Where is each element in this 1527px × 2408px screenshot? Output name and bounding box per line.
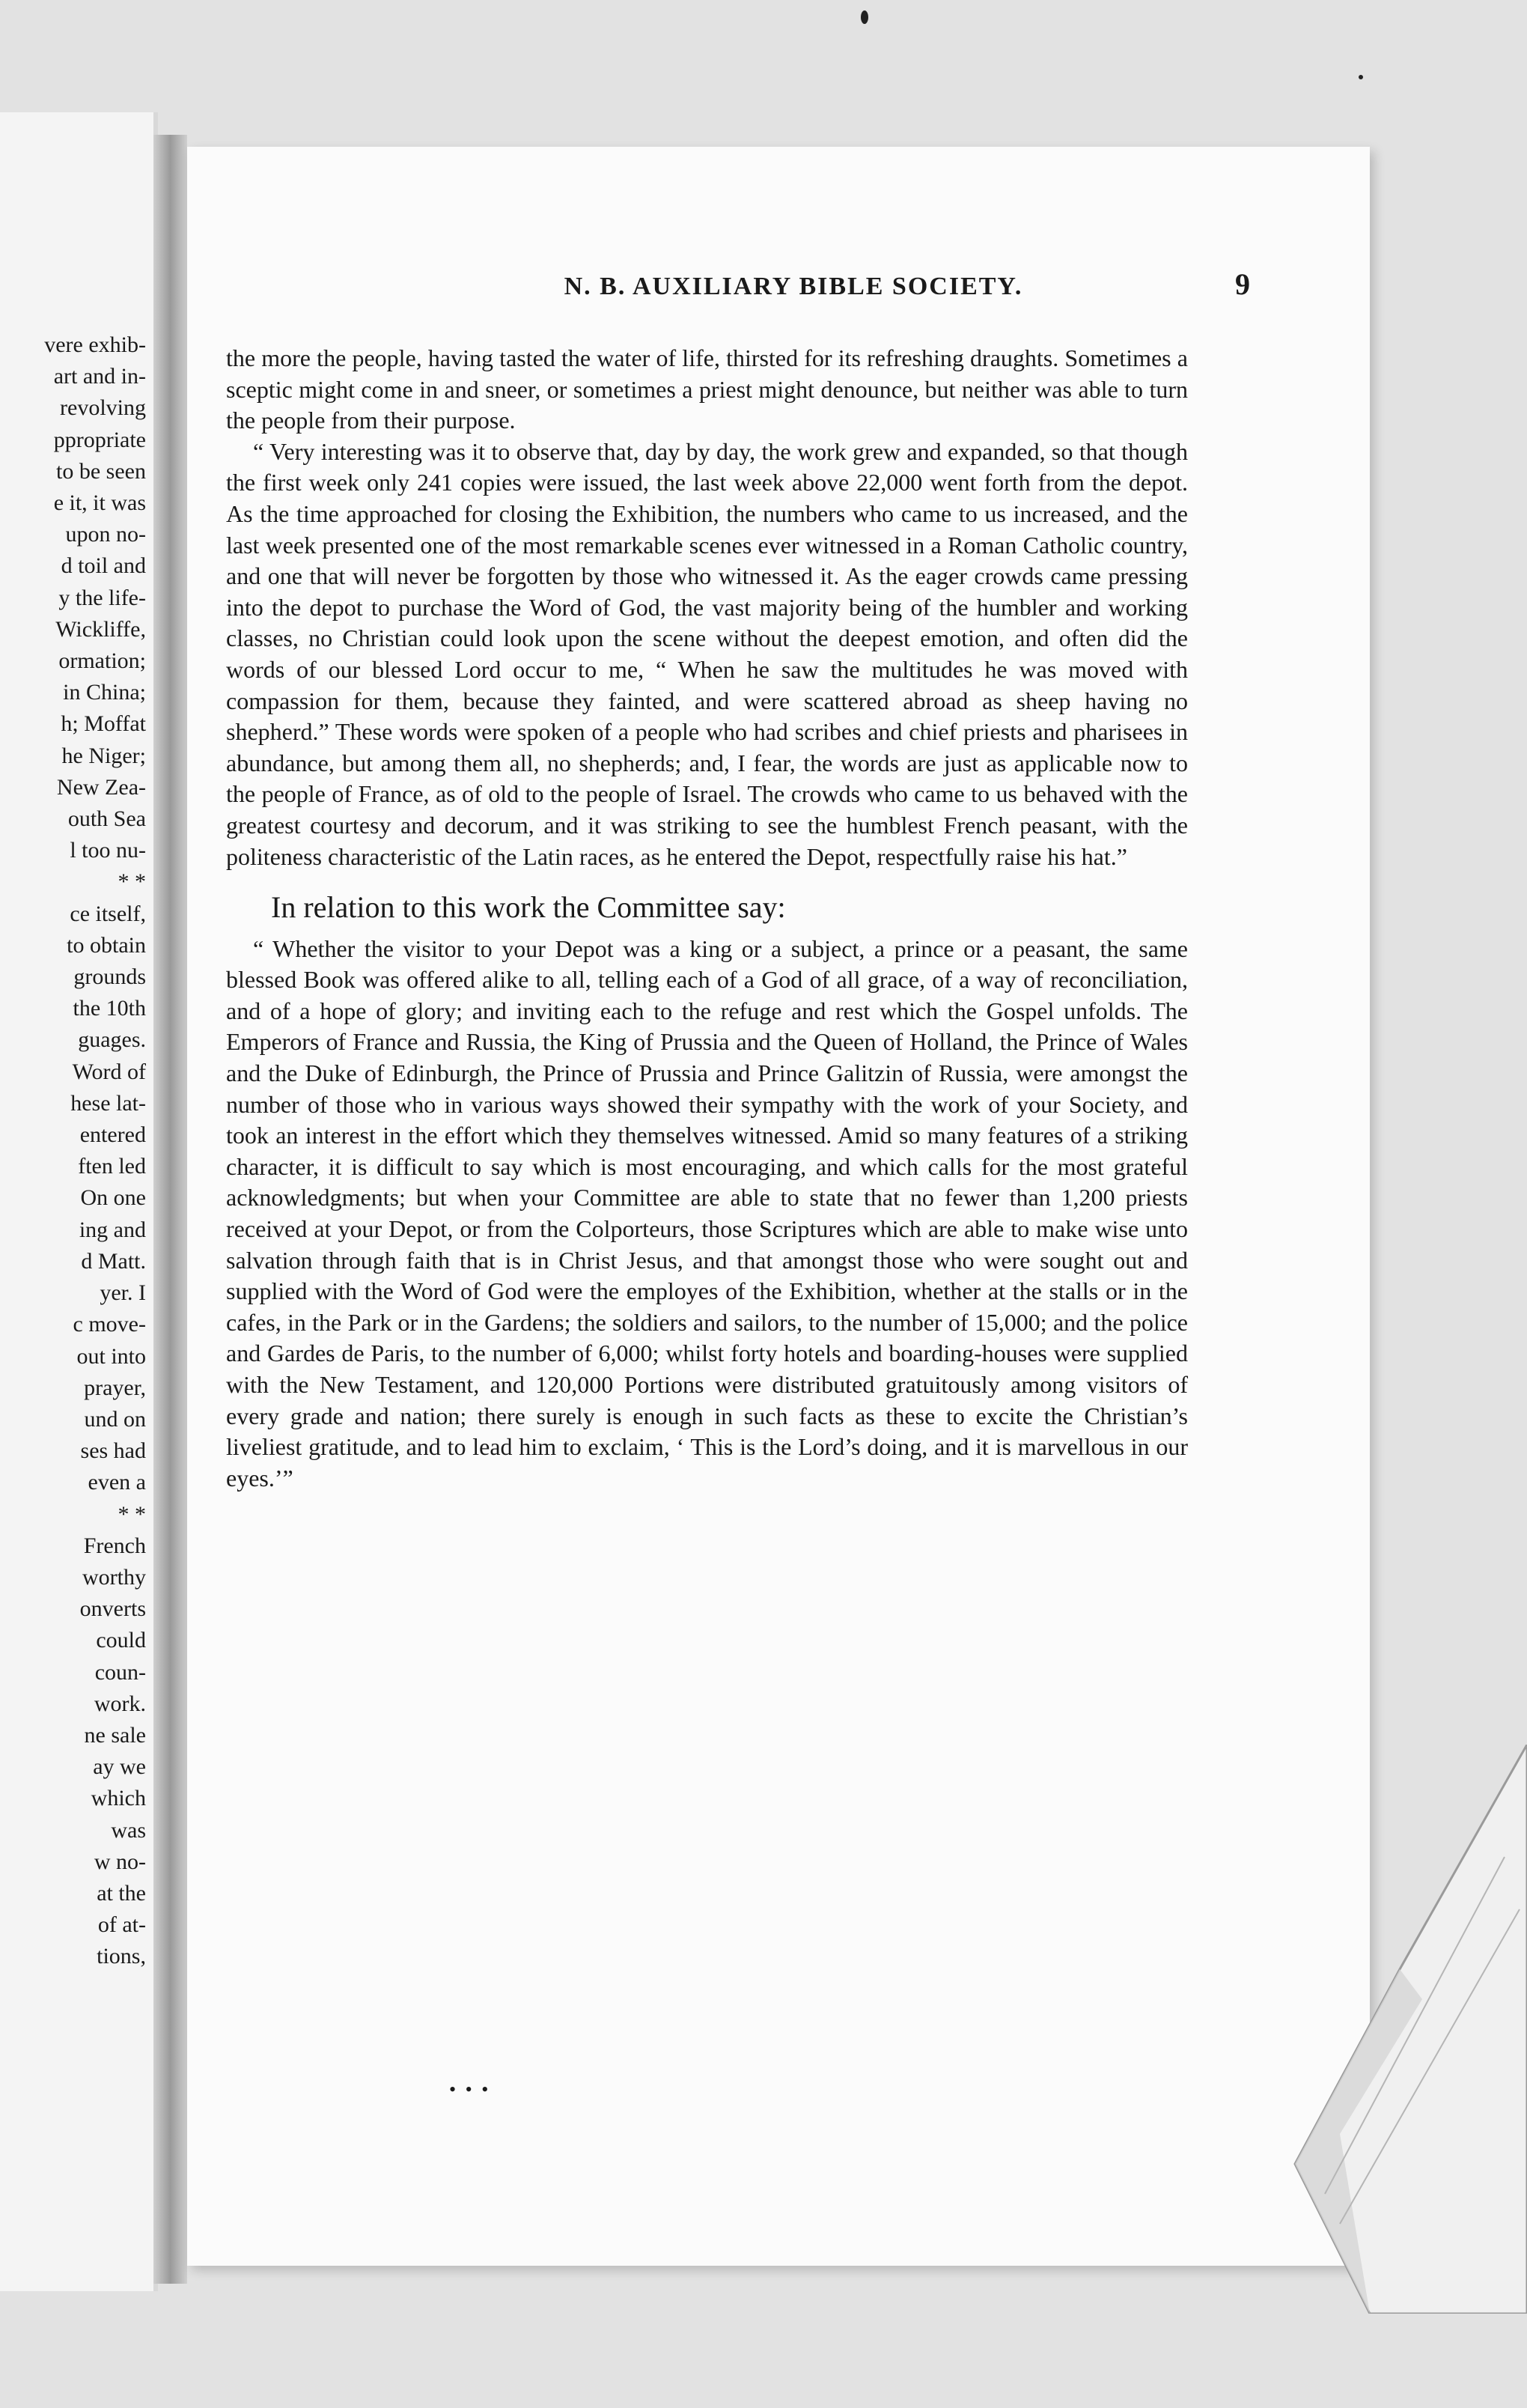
previous-page-line: yer. I (100, 1280, 146, 1306)
previous-page-line: ses had (80, 1438, 146, 1464)
paragraph-committee-statement: “ Whether the visitor to your Depot was a king or a subject, a prince or a peasant, the same blessed Book was offered alike to all, telling each of a God of all grace, of a way of reconciliation, and of a hope of glory; and inviting each to the refuge and rest which the Gospel unfolds. The Emperors of France and Russia, the King of Prussia and the Queen of Holland, the Prince of Wales and the Duke of Edinburgh, the Prince of Prussia and Prince Galitzin of Russia, were amongst the number of those who in various ways showed their sympathy with the work of your Society, and took an interest in the effort which they themselves witnessed. Amid so many features of a striking character, it is difficult to say which is most encouraging, and which calls for the most grateful acknowledgments; but when your Committee are able to state that no fewer than 1,200 priests received at your Depot, or from the Colporteurs, those Scriptures which are able to make wise unto salvation through faith that is in Christ Jesus, and that amongst those who were sought out and supplied with the Word of God were the employes of the Exhibition, whether at the stalls or in the cafes, in the Park or in the Gardens; the soldiers and sailors, to the number of 15,000; and the police and Gardes de Paris, to the number of 6,000; whilst forty hotels and boarding-houses were supplied with the New Testament, and 120,000 Portions were distributed gratuitously among visitors of every grade and nation; there surely is enough in such facts as these to excite the Christian’s liveliest gratitude, and to lead him to exclaim, ‘ This is the Lord’s doing, and it is marvellous in our eyes.’” (226, 934, 1188, 1492)
previous-page-line: coun- (94, 1659, 146, 1685)
previous-page-line: the 10th (73, 996, 146, 1021)
book-gutter (153, 135, 187, 2284)
previous-page-line: in China; (63, 680, 146, 705)
previous-page-line: to be seen (56, 458, 146, 484)
previous-page-line: he Niger; (61, 743, 146, 768)
previous-page-line: revolving (60, 395, 146, 421)
previous-page-line: guages. (78, 1027, 146, 1053)
folded-corner-shape (1280, 1745, 1527, 2314)
previous-page-line: worthy (82, 1564, 146, 1590)
previous-page-line: tions, (97, 1944, 146, 1969)
previous-page-line: Word of (72, 1059, 146, 1084)
previous-page-line: ften led (78, 1154, 146, 1179)
previous-page-line: entered (79, 1122, 146, 1148)
previous-page-line: vere exhib- (44, 332, 146, 357)
paragraph-continuation: the more the people, having tasted the water of life, thirsted for its refreshing draughts. Sometimes a sceptic might come in and sneer, or sometimes a priest might denounce, but neither was able to turn the people from their purpose. (226, 344, 1188, 434)
page-number: 9 (1235, 267, 1250, 301)
previous-page-text (0, 329, 146, 1973)
previous-page-line: out into (76, 1343, 146, 1369)
previous-page-line: hese lat- (70, 1090, 146, 1116)
previous-page-line: Wickliffe, (55, 616, 146, 642)
scan-speck (1359, 75, 1363, 79)
running-head: N. B. AUXILIARY BIBLE SOCIETY. (564, 273, 1023, 300)
previous-page-line: work. (94, 1691, 146, 1716)
previous-page-line: ce itself, (70, 901, 146, 926)
previous-page-line: outh Sea (67, 806, 146, 832)
previous-page-line: d toil and (61, 553, 146, 579)
previous-page-line: * * (118, 1501, 146, 1527)
previous-page-line: prayer, (84, 1375, 146, 1400)
previous-page-line: On one (80, 1185, 146, 1211)
paragraph-quotation-report: “ Very interesting was it to observe that, day by day, the work grew and expanded, so that though the first week only 241 copies were issued, the last week above 22,000 went forth from the depot. As the time approached for closing the Exhibition, the numbers who came to us increased, and the last week presented one of the most remarkable scenes ever witnessed in a Roman Catholic country, and one that will never be forgotten by those who witnessed it. As the eager crowds came pressing into the depot to purchase the Word of God, the vast majority being of the humbler and working classes, no Christian could look upon the scene without the deepest emotion, and often did the words of our blessed Lord occur to me, “ When he saw the multitudes he was moved with compassion for them, because they fainted, and were scattered abroad as sheep having no shepherd.” These words were spoken of a people who had scribes and chief priests and pharisees in abundance, but among them all, no shepherds; and, I fear, the words are just as applicable now to the people of France, as of old to the people of Israel. The crowds who came to us behaved with the greatest courtesy and decorum, and it was striking to see the humblest French peasant, with the politeness characteristic of the Latin races, as he entered the Depot, respectfully raise his hat.” (226, 437, 1188, 870)
previous-page-line: e it, it was (53, 490, 146, 516)
previous-page-line: * * (118, 869, 146, 895)
signature-mark: • • • (449, 2079, 491, 2100)
previous-page-line: was (111, 1817, 146, 1843)
previous-page-line: w no- (94, 1849, 146, 1874)
previous-page-line: ppropriate (53, 427, 146, 452)
previous-page-line: onverts (79, 1596, 146, 1622)
previous-page-line: ay we (93, 1754, 146, 1780)
previous-page-line: art and in- (53, 364, 146, 389)
previous-page-line: French (83, 1533, 146, 1558)
previous-page-line: at the (97, 1880, 146, 1906)
previous-page-line: ormation; (58, 648, 146, 674)
previous-page-line: grounds (73, 964, 146, 990)
book-page (187, 147, 1370, 2266)
page-body (226, 343, 1188, 1494)
previous-page-line: even a (88, 1470, 146, 1495)
section-heading: In relation to this work the Committee say: (271, 890, 786, 925)
previous-page-line: ne sale (84, 1722, 146, 1748)
previous-page-line: d Matt. (81, 1248, 146, 1274)
previous-page-line: upon no- (65, 522, 146, 547)
previous-page-line: could (96, 1628, 146, 1653)
previous-page-line: New Zea- (56, 774, 146, 800)
previous-page-line: to obtain (67, 932, 146, 958)
previous-page-line: y the life- (58, 585, 146, 610)
previous-page-line: of at- (97, 1912, 146, 1938)
previous-page-line: l too nu- (70, 838, 146, 863)
previous-page-line: c move- (73, 1312, 146, 1337)
previous-page-line: und on (84, 1406, 146, 1432)
previous-page-fragment (0, 112, 158, 2291)
scan-speck (861, 10, 868, 24)
previous-page-line: h; Moffat (61, 711, 146, 737)
previous-page-line: which (91, 1786, 146, 1811)
previous-page-line: ing and (79, 1217, 146, 1242)
